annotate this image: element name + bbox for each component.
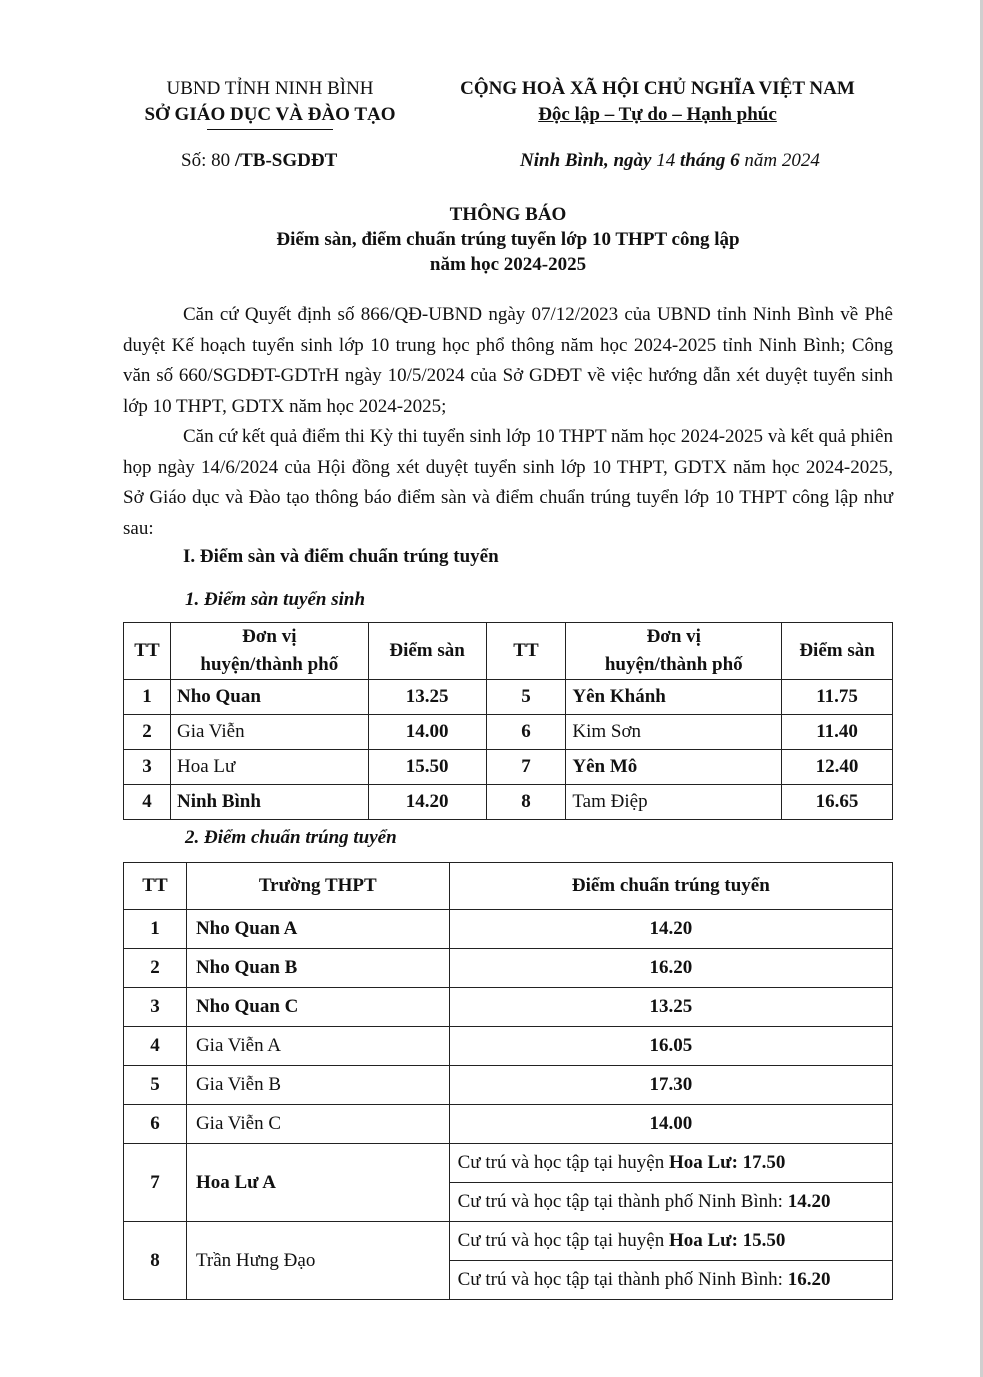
- cell-tt: 2: [124, 949, 187, 988]
- table-row: [124, 750, 893, 785]
- cell-score: 15.50: [368, 750, 486, 785]
- cell-tt: 6: [124, 1105, 187, 1144]
- cell-school: Hoa Lư A: [186, 1144, 449, 1222]
- table-row: [124, 910, 893, 949]
- cell-tt-2: 7: [486, 750, 566, 785]
- table-row: [124, 1222, 893, 1261]
- document-number: [181, 150, 337, 172]
- table-row: [124, 715, 893, 750]
- table-row: [124, 1027, 893, 1066]
- header-unit-line-1: Đơn vị: [242, 626, 297, 647]
- header-unit: [170, 623, 368, 680]
- document-number-code: /TB-SGDĐT: [234, 150, 338, 171]
- header-tt-2: TT: [486, 623, 566, 680]
- cell-school: Nho Quan B: [186, 949, 449, 988]
- header-score-2: Điểm sàn: [782, 623, 893, 680]
- title-line-3: năm học 2024-2025: [429, 254, 587, 275]
- document-body: [123, 300, 893, 544]
- header-score: Điểm sàn: [368, 623, 486, 680]
- table-row: [124, 949, 893, 988]
- cell-score: 13.25: [368, 680, 486, 715]
- authority-line-2: SỞ GIÁO DỤC VÀ ĐÀO TẠO: [144, 104, 396, 125]
- cell-tt-2: 6: [486, 715, 566, 750]
- score-condition-value: Hoa Lư: 17.50: [668, 1152, 786, 1173]
- motto-line-1: CỘNG HOÀ XÃ HỘI CHỦ NGHĨA VIỆT NAM: [460, 78, 855, 99]
- cell-score: 14.00: [449, 1105, 892, 1144]
- admission-score-table: [123, 862, 893, 1300]
- title-line-1: THÔNG BÁO: [449, 204, 567, 225]
- cell-score: 14.20: [368, 785, 486, 820]
- authority-underline: [207, 129, 333, 130]
- header-unit-line-2: huyện/thành phố: [200, 654, 339, 675]
- header-tt: TT: [124, 623, 171, 680]
- cell-score: 16.20: [449, 949, 892, 988]
- cell-score: 13.25: [449, 988, 892, 1027]
- header-school: Trường THPT: [186, 863, 449, 910]
- title-line-2: Điểm sàn, điểm chuẩn trúng tuyển lớp 10 THPT công lập: [276, 229, 740, 250]
- date-day: 14: [656, 150, 676, 171]
- score-condition-text: Cư trú và học tập tại thành phố Ninh Bình:: [457, 1191, 788, 1212]
- cell-unit: Gia Viễn: [170, 715, 368, 750]
- subsection-heading-2: 2. Điểm chuẩn trúng tuyển: [185, 827, 397, 848]
- header-admission-score: Điểm chuẩn trúng tuyển: [449, 863, 892, 910]
- cell-tt: 7: [124, 1144, 187, 1222]
- cell-unit: Ninh Bình: [170, 785, 368, 820]
- cell-score: 16.05: [449, 1027, 892, 1066]
- cell-school: Gia Viễn C: [186, 1105, 449, 1144]
- table-row: [124, 1144, 893, 1183]
- cell-tt: 1: [124, 910, 187, 949]
- table-header-row: [124, 623, 893, 680]
- cell-score: 14.00: [368, 715, 486, 750]
- table-row: [124, 1105, 893, 1144]
- date-part-a: Ninh Bình, ngày: [520, 150, 657, 171]
- national-motto: [425, 76, 890, 128]
- cell-tt: 5: [124, 1066, 187, 1105]
- authority-line-1: UBND TỈNH NINH BÌNH: [166, 78, 374, 99]
- cell-tt: 1: [124, 680, 171, 715]
- document-title: [120, 202, 896, 277]
- cell-score-2: 11.75: [782, 680, 893, 715]
- date-month: 6: [730, 150, 740, 171]
- cell-unit: Nho Quan: [170, 680, 368, 715]
- cell-score-district: [449, 1222, 892, 1261]
- cell-school: Nho Quan A: [186, 910, 449, 949]
- score-condition-text: Cư trú và học tập tại thành phố Ninh Bình:: [457, 1269, 788, 1290]
- score-condition-value: 16.20: [787, 1269, 831, 1290]
- header-tt: TT: [124, 863, 187, 910]
- cell-unit-2: Yên Mô: [566, 750, 782, 785]
- cell-tt: 4: [124, 1027, 187, 1066]
- cell-score: 14.20: [449, 910, 892, 949]
- section-heading-1: I. Điểm sàn và điểm chuẩn trúng tuyển: [183, 546, 499, 567]
- issuing-authority: [120, 76, 420, 130]
- cell-score-2: 11.40: [782, 715, 893, 750]
- cell-school: Gia Viễn B: [186, 1066, 449, 1105]
- paragraph-2: Căn cứ kết quả điểm thi Kỳ thi tuyển sinh lớp 10 THPT năm học 2024-2025 và kết quả phiên họp ngày 14/6/2024 của Hội đồng xét duyệt tuyển sinh lớp 10 THPT, GDTX năm học 2024-2025, Sở Giáo dục và Đào tạo thông báo điểm sàn và điểm chuẩn trúng tuyển lớp 10 THPT công lập như sau:: [123, 426, 893, 539]
- cell-tt: 8: [124, 1222, 187, 1300]
- cell-unit-2: Kim Sơn: [566, 715, 782, 750]
- cell-tt: 4: [124, 785, 171, 820]
- header-unit-2: [566, 623, 782, 680]
- cell-unit-2: Tam Điệp: [566, 785, 782, 820]
- cell-unit-2: Yên Khánh: [566, 680, 782, 715]
- document-date: [520, 150, 820, 172]
- date-part-b: tháng: [675, 150, 731, 171]
- cell-score-2: 12.40: [782, 750, 893, 785]
- cell-score: 17.30: [449, 1066, 892, 1105]
- cell-school: Gia Viễn A: [186, 1027, 449, 1066]
- cell-school: Trần Hưng Đạo: [186, 1222, 449, 1300]
- cell-score-city: [449, 1183, 892, 1222]
- score-condition-text: Cư trú và học tập tại huyện: [457, 1152, 669, 1173]
- score-condition-value: 14.20: [787, 1191, 831, 1212]
- score-condition-text: Cư trú và học tập tại huyện: [457, 1230, 669, 1251]
- subsection-heading-1: 1. Điểm sàn tuyển sinh: [185, 589, 366, 610]
- cell-tt-2: 8: [486, 785, 566, 820]
- cell-score-2: 16.65: [782, 785, 893, 820]
- cell-school: Nho Quan C: [186, 988, 449, 1027]
- paragraph-1: Căn cứ Quyết định số 866/QĐ-UBND ngày 07/12/2023 của UBND tỉnh Ninh Bình về Phê duyệt Kế hoạch tuyển sinh lớp 10 trung học phổ thông năm học 2024-2025 tỉnh Ninh Bình; Công văn số 660/SGDĐT-GDTrH ngày 10/5/2024 của Sở GDĐT về việc hướng dẫn xét duyệt tuyển sinh lớp 10 THPT, GDTX năm học 2024-2025;: [123, 304, 893, 417]
- motto-line-2: Độc lập – Tự do – Hạnh phúc: [538, 104, 777, 125]
- date-part-c: năm 2024: [739, 150, 820, 171]
- header-unit-2-line-1: Đơn vị: [646, 626, 701, 647]
- cell-score-city: [449, 1261, 892, 1300]
- table-row: [124, 785, 893, 820]
- table-row: [124, 1066, 893, 1105]
- cell-tt: 3: [124, 988, 187, 1027]
- table-row: [124, 680, 893, 715]
- cell-tt-2: 5: [486, 680, 566, 715]
- cell-score-district: [449, 1144, 892, 1183]
- header-unit-2-line-2: huyện/thành phố: [604, 654, 743, 675]
- cell-unit: Hoa Lư: [170, 750, 368, 785]
- table-row: [124, 988, 893, 1027]
- document-number-prefix: Số: 80: [181, 150, 235, 171]
- cell-tt: 2: [124, 715, 171, 750]
- floor-score-table: [123, 622, 893, 820]
- score-condition-value: Hoa Lư: 15.50: [668, 1230, 786, 1251]
- cell-tt: 3: [124, 750, 171, 785]
- table-header-row: [124, 863, 893, 910]
